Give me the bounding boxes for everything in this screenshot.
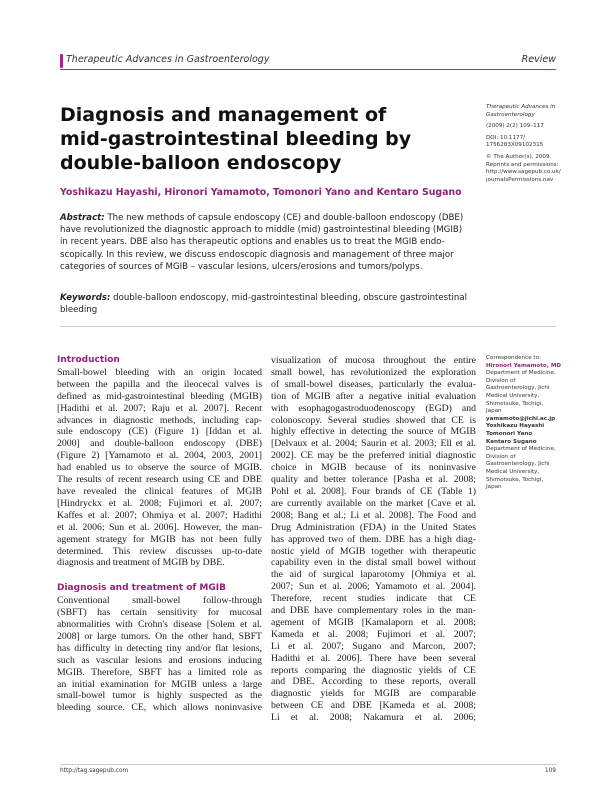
body-line: Conventional small-bowel follow-through xyxy=(57,595,262,607)
body-line: advances in diagnostic methods, including cap- xyxy=(57,414,262,426)
body-line: such as vascular lesions and erosions inducing xyxy=(57,654,262,666)
body-line: Pohl et al. 2008]. Four brands of CE (Table 1) xyxy=(271,485,476,497)
body-line: 2007; Sun et al. 2006; Yamamoto et al. 2004]. xyxy=(271,581,476,593)
meta-line: journalsPermissions.nav xyxy=(486,176,554,183)
title-line: Diagnosis and management of xyxy=(60,104,387,126)
address-line: Japan xyxy=(486,484,502,491)
body-line: between CE and DBE [Kameda et al. 2008; xyxy=(271,700,476,712)
body-line: Li et al. 2007; Sugano and Marcon, 2007; xyxy=(271,640,476,652)
body-line: diagnosis and treatment of MGIB by DBE. xyxy=(57,557,225,569)
body-line: bleeding source. CE, which allows noninvasive xyxy=(57,702,262,714)
body-line: 2002]. CE may be the preferred initial diagnostic xyxy=(271,450,476,462)
body-column-right xyxy=(271,355,476,724)
abstract-line: have revolutionized the diagnostic approach to middle (mid) gastrointestinal bleeding (MGIB) xyxy=(60,225,463,236)
abstract xyxy=(60,212,480,273)
article-title xyxy=(60,103,412,175)
abstract-label: Abstract: xyxy=(60,213,105,223)
author-list: Yoshikazu Hayashi, Hironori Yamamoto, Tomonori Yano and Kentaro Sugano xyxy=(60,187,462,198)
address-line: Medical University, xyxy=(486,468,540,475)
keywords-line: bleeding xyxy=(60,305,98,316)
body-line: tion of MGIB after a negative initial evaluation xyxy=(271,390,476,402)
body-line: and DBE. According to these reports, overall xyxy=(271,676,476,688)
meta-line: DOI: 10.1177/ xyxy=(486,134,526,141)
correspondence-block xyxy=(486,355,566,492)
body-line: has difficulty in detecting tiny and/or flat lesions, xyxy=(57,642,262,654)
address-line: Gastroenterology, Jichi xyxy=(486,461,550,468)
section-heading: Diagnosis and treatment of MGIB xyxy=(57,583,226,594)
correspondence-email[interactable]: yamamoto@jichi.ac.jp xyxy=(486,415,556,422)
address-line: Shimotsuke, Tochigi, xyxy=(486,400,544,407)
address-line: Shimotsuke, Tochigi, xyxy=(486,476,544,483)
body-line: agement strategy for MGIB has not been fully xyxy=(57,533,262,545)
body-line: have revealed the clinical features of MGIB xyxy=(57,485,262,497)
corresponding-author: Hironori Yamamoto, MD xyxy=(486,362,562,369)
meta-line: http://www.sagepub.co.uk/ xyxy=(486,169,561,176)
address-line: Gastroenterology, Jichi xyxy=(486,385,550,392)
body-line: sule endoscopy (CE) (Figure 1) [Iddan et al. xyxy=(57,426,262,438)
correspondence-address xyxy=(486,370,566,416)
title-line: mid-gastrointestinal bleeding by xyxy=(60,128,412,150)
journal-accent-bar xyxy=(60,54,63,68)
body-line: choice in MGIB because of its noninvasive xyxy=(271,462,476,474)
body-line: small-bowel tumor is highly suspected as the xyxy=(57,690,262,702)
address-line: Medical University, xyxy=(486,392,540,399)
page-number: 109 xyxy=(544,768,556,774)
body-line: (SBFT) has certain sensitivity for mucosal xyxy=(57,607,262,619)
address-line: Department of Medicine, xyxy=(486,446,556,453)
body-line: Therefore, recent studies indicate that CE xyxy=(271,593,476,605)
body-line: 2008; Bang et al.; Li et al. 2008]. The Food and xyxy=(271,509,476,521)
body-line: determined. This review discusses up-to-date xyxy=(57,545,262,557)
title-line: double-balloon endoscopy xyxy=(60,152,342,174)
body-column-left xyxy=(57,355,262,714)
body-line: highly effective in detecting the source of MGIB xyxy=(271,426,476,438)
address-line: Division of xyxy=(486,377,516,384)
section-divider xyxy=(60,326,556,327)
body-line: and DBE have complementary roles in the man- xyxy=(271,605,476,617)
body-line: 2000] and double-balloon endoscopy (DBE) xyxy=(57,438,262,450)
body-line: Kaffes et al. 2007; Ohmiya et al. 2007; Hadithi xyxy=(57,509,262,521)
abstract-line: Abstract: The new methods of capsule endoscopy (CE) and double-balloon endoscopy (DBE) xyxy=(60,213,464,223)
body-line: visualization of mucosa throughout the entire xyxy=(271,355,476,366)
header-rule xyxy=(60,69,556,70)
keywords-label: Keywords: xyxy=(60,293,111,303)
meta-line: Reprints and permissions: xyxy=(486,161,559,168)
abstract-line: categories of sources of MGIB – vascular lesions, ulcers/erosions and tumors/polyps. xyxy=(60,261,423,272)
body-line: agement of MGIB [Kamalaporn et al. 2008; xyxy=(271,616,476,628)
body-line: abnormalities with Crohn's disease [Solem et al. xyxy=(57,619,262,631)
meta-line: Therapeutic Advances in xyxy=(486,104,556,110)
body-line: Small-bowel bleeding with an origin located xyxy=(57,366,262,378)
body-line: capability even in the distal small bowel without xyxy=(271,557,476,569)
keywords-line: Keywords: double-balloon endoscopy, mid-gastrointestinal bleeding, obscure gastrointestinal xyxy=(60,293,468,303)
body-line: reports comparing the diagnostic yields of CE xyxy=(271,664,476,676)
abstract-line: scopically. In this review, we discuss endoscopic diagnosis and management of three major xyxy=(60,249,454,260)
body-line: small bowel, has revolutionized the exploration xyxy=(271,366,476,378)
body-line: has approved two of them. DBE has a high diag- xyxy=(271,533,476,545)
body-line: nostic yield of MGIB together with therapeutic xyxy=(271,545,476,557)
correspondence-label: Correspondence to: xyxy=(486,355,541,361)
body-line: the aid of surgical laparotomy [Ohmiya et al. xyxy=(271,569,476,581)
body-line: 2008] or large tumors. On the other hand, SBFT xyxy=(57,630,262,642)
meta-line: (2009) 2(2) 109–117 xyxy=(486,123,544,130)
journal-url[interactable]: http://tag.sagepub.com xyxy=(60,768,129,774)
body-line: The results of recent research using CE and DBE xyxy=(57,474,262,486)
coauthor-name: Tomonori Yano xyxy=(486,430,533,437)
body-line: of small-bowel diseases, particularly the evalua- xyxy=(271,378,476,390)
body-line: between the papilla and the ileocecal valves is xyxy=(57,378,262,390)
coauthor-address xyxy=(486,446,566,492)
body-line: [Hindryckx et al. 2008; Fujimori et al. 2007; xyxy=(57,497,262,509)
body-line: diagnostic yields for MGIB are comparable xyxy=(271,688,476,700)
body-line: colonoscopy. Several studies showed that CE is xyxy=(271,414,476,426)
body-line: [Hadithi et al. 2007; Raju et al. 2007]. Recent xyxy=(57,402,262,414)
address-line: Japan xyxy=(486,408,502,415)
body-line: MGIB. Therefore, SBFT has a limited role as xyxy=(57,666,262,678)
body-line: et al. 2006; Sun et al. 2006]. However, the man- xyxy=(57,521,262,533)
coauthor-name: Yoshikazu Hayashi xyxy=(486,423,545,430)
publication-meta xyxy=(486,104,566,184)
abstract-line: in recent years. DBE also has therapeutic options and enables us to treat the MGIB endo- xyxy=(60,237,445,248)
body-line: had enabled us to observe the source of MGIB. xyxy=(57,462,262,474)
address-line: Division of xyxy=(486,453,516,460)
meta-line: © The Author(s), 2009. xyxy=(486,153,552,160)
journal-name: Therapeutic Advances in Gastroenterology xyxy=(66,54,270,65)
coauthor-list xyxy=(486,423,566,446)
coauthor-name: Kentaro Sugano xyxy=(486,438,537,445)
meta-line: 1756283X09102315 xyxy=(486,142,544,149)
body-line: Kameda et al. 2008; Fujimori et al. 2007; xyxy=(271,628,476,640)
body-line: with esophagogastroduodenoscopy (EGD) and xyxy=(271,402,476,414)
body-line: [Delvaux et al. 2004; Saurin et al. 2003; Ell et al. xyxy=(271,438,476,450)
keywords xyxy=(60,292,480,316)
body-line: are currently available on the market [Cave et al. xyxy=(271,497,476,509)
section-label: Review xyxy=(521,54,556,65)
body-line: (Figure 2) [Yamamoto et al. 2004, 2003, 2001] xyxy=(57,450,262,462)
body-line: an initial examination for MGIB unless a large xyxy=(57,678,262,690)
body-line: defined as mid-gastrointestinal bleeding (MGIB) xyxy=(57,390,262,402)
section-heading: Introduction xyxy=(57,355,120,365)
footer-rule xyxy=(60,764,556,765)
body-line: quality and better tolerance [Pasha et al. 2008; xyxy=(271,474,476,486)
body-line: Li et al. 2008; Nakamura et al. 2006; xyxy=(271,712,476,724)
body-line: Hadithi et al. 2006]. There have been several xyxy=(271,652,476,664)
paragraph-gap xyxy=(57,569,262,583)
address-line: Department of Medicine, xyxy=(486,370,556,377)
body-line: Drug Administration (FDA) in the United States xyxy=(271,521,476,533)
meta-line: Gastroenterology xyxy=(486,111,535,118)
